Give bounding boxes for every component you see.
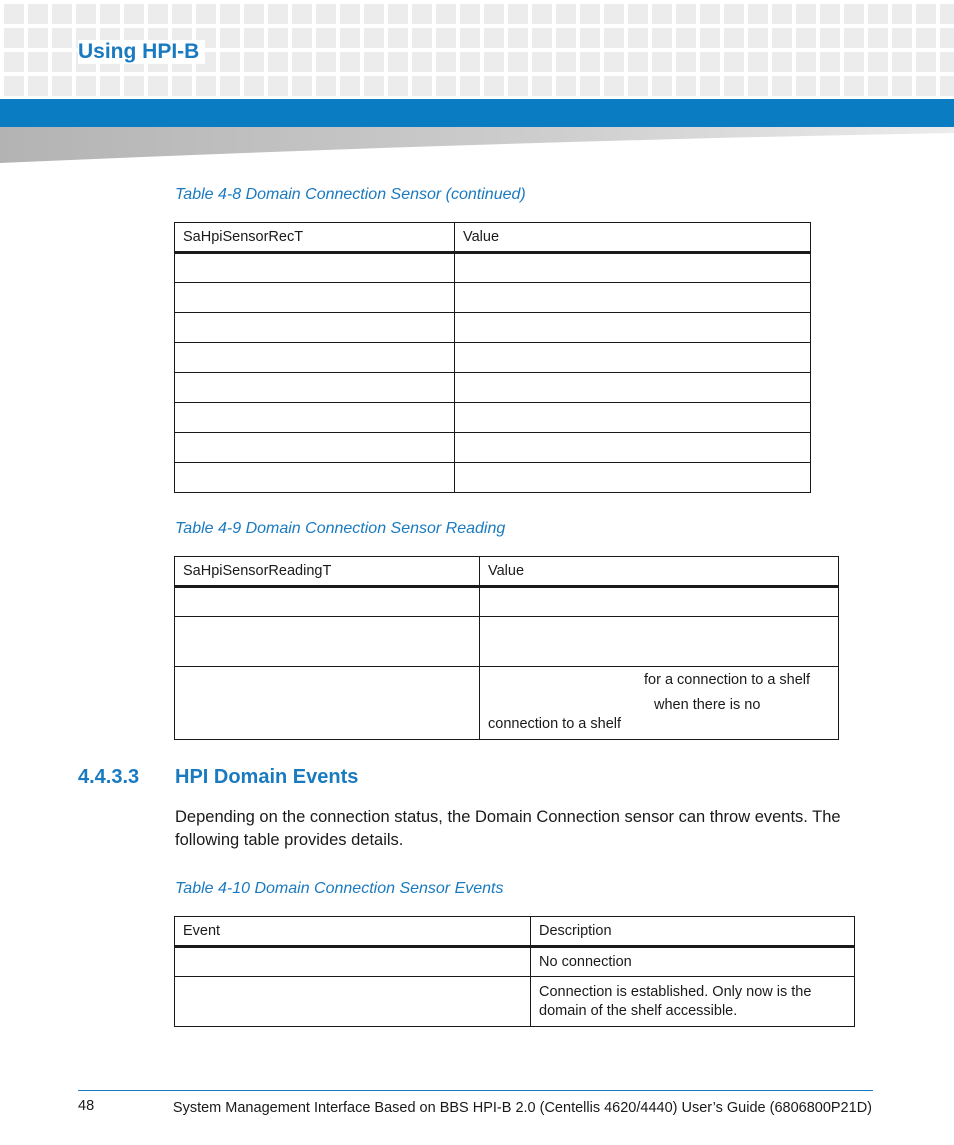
- value-cell: [480, 667, 839, 740]
- table-4-9: [174, 556, 839, 740]
- column-header: Value: [455, 223, 811, 253]
- value-line: connection to a shelf: [488, 716, 622, 732]
- table-4-8: [174, 222, 811, 493]
- section-paragraph: Depending on the connection status, the Domain Connection sensor can throw events. The following table provides details.: [175, 808, 841, 849]
- chapter-title: Using HPI-B: [78, 40, 205, 64]
- table-row: [175, 343, 811, 373]
- value-line: for a connection to a shelf: [644, 672, 811, 688]
- table-row: [175, 253, 811, 283]
- section-title: HPI Domain Events: [175, 766, 359, 788]
- table-4-8-caption: Table 4-8 Domain Connection Sensor (continued): [175, 186, 526, 203]
- column-header: Value: [480, 557, 839, 587]
- table-4-10: [174, 916, 855, 1027]
- column-header: Event: [175, 917, 531, 947]
- table-row: Connection is established. Only now is the domain of the shelf accessible.: [175, 977, 855, 1027]
- table-row: [175, 617, 839, 667]
- column-header: Description: [531, 917, 855, 947]
- table-4-9-caption: Table 4-9 Domain Connection Sensor Reading: [175, 520, 506, 537]
- table-row: [175, 313, 811, 343]
- header-bar: [0, 99, 954, 127]
- column-header: SaHpiSensorReadingT: [175, 557, 480, 587]
- footer-rule: [78, 1090, 873, 1091]
- column-header: SaHpiSensorRecT: [175, 223, 455, 253]
- table-row: [175, 587, 839, 617]
- page-number: 48: [78, 1098, 95, 1114]
- value-line: when there is no: [654, 697, 761, 713]
- table-row: No connection: [175, 947, 855, 977]
- table-row: [175, 373, 811, 403]
- table-row: [175, 667, 839, 740]
- table-row: [175, 433, 811, 463]
- table-row: [175, 403, 811, 433]
- header-swoosh: [0, 127, 954, 163]
- table-row: [175, 283, 811, 313]
- section-number: 4.4.3.3: [78, 766, 140, 788]
- table-4-10-caption: Table 4-10 Domain Connection Sensor Events: [175, 880, 504, 897]
- footer-title: System Management Interface Based on BBS HPI-B 2.0 (Centellis 4620/4440) User’s Guide (6806800P21D): [172, 1100, 872, 1116]
- table-row: [175, 463, 811, 493]
